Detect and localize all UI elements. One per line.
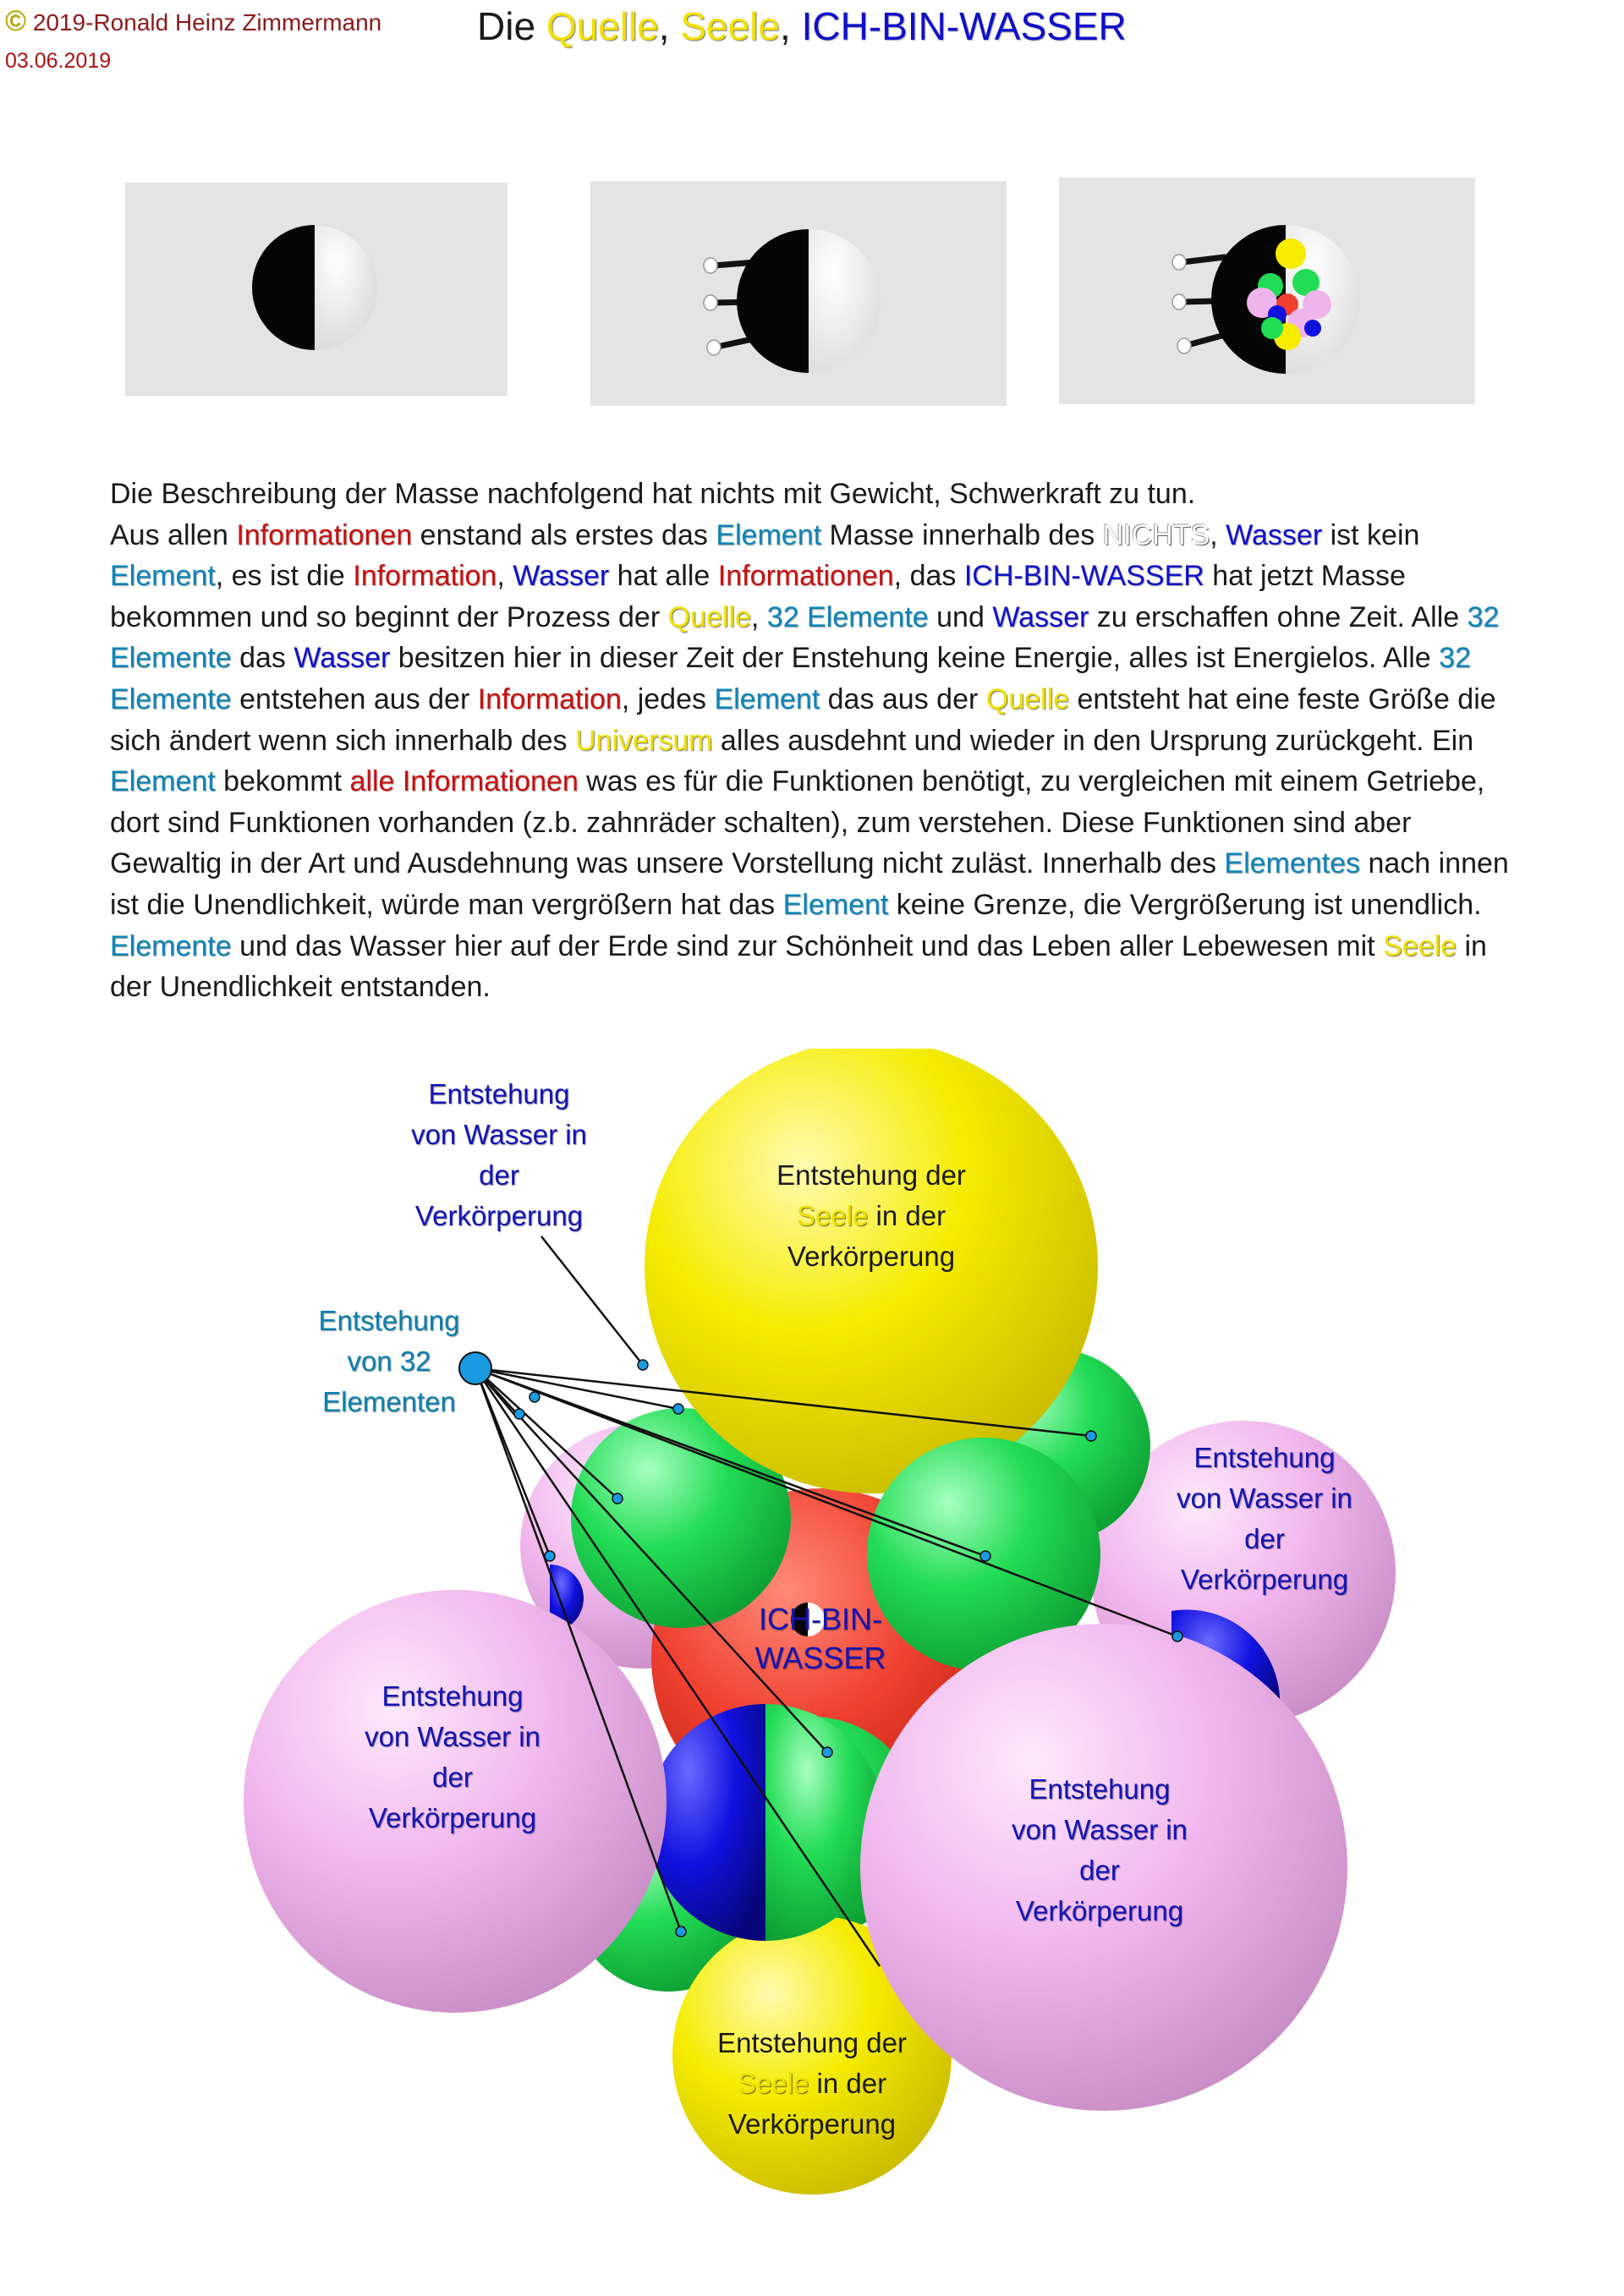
- text-segment: Information: [477, 682, 622, 715]
- pointer-line-wasser-top: [541, 1236, 643, 1365]
- text-segment: Element: [782, 888, 889, 921]
- text-segment: das: [231, 642, 294, 675]
- text-segment: Aus allen: [110, 518, 237, 551]
- copyright-symbol: ©: [5, 5, 27, 37]
- text-segment: Element: [714, 682, 820, 715]
- label-wasser-front: Entstehung von Wasser in der Verkörperung: [1012, 1773, 1188, 1926]
- text-segment: bekommt: [215, 765, 350, 798]
- text-segment: Informationen: [717, 560, 894, 593]
- text-segment: 32 Elemente: [766, 600, 929, 633]
- sphere-cluster-diagram: [0, 1049, 1624, 2296]
- text-segment: Universum: [575, 724, 713, 757]
- description-text: [110, 474, 1531, 1008]
- description-paragraph-3: [110, 926, 1531, 1008]
- text-segment: Elemente: [110, 929, 232, 962]
- text-segment: ICH-BIN-WASSER: [963, 560, 1204, 593]
- page-title: [477, 3, 1127, 49]
- label-32-elemente: Entstehung von 32 Elementen: [318, 1305, 460, 1417]
- text-segment: in der Unendlichkeit entstanden.: [110, 929, 1487, 1004]
- text-segment: keine Grenze, die Vergrößerung ist unendlich.: [888, 888, 1482, 921]
- half-sphere-illustration: [125, 183, 508, 396]
- text-segment: alle Informationen: [349, 765, 579, 798]
- title-quelle: Quelle: [546, 4, 659, 48]
- text-segment: 32 Elemente: [110, 600, 1500, 675]
- text-segment: hat alle: [609, 560, 718, 593]
- text-segment: 32 Elemente: [110, 642, 1471, 715]
- description-paragraph-2: [110, 515, 1531, 926]
- label-seele-top: Entstehung der Seele in der Verkörperung: [776, 1159, 966, 1272]
- thumbnail-sphere-3: [1059, 178, 1475, 404]
- text-segment: Element: [110, 560, 216, 593]
- label-seele-bottom: Entstehung der Seele in der Verkörperung: [717, 2027, 907, 2140]
- text-segment: NICHTS: [1102, 518, 1210, 551]
- text-segment: und: [928, 600, 993, 633]
- copyright-text: 2019-Ronald Heinz Zimmermann: [26, 9, 382, 36]
- description-paragraph-1: Die Beschreibung der Masse nachfolgend hat nichts mit Gewicht, Schwerkraft zu tun.: [110, 478, 1196, 510]
- text-segment: entsteht hat eine feste Größe die sich ändert wenn sich innerhalb des: [110, 682, 1496, 757]
- text-segment: Quelle: [667, 600, 751, 633]
- text-segment: was es für die Funktionen benötigt, zu vergleichen mit einem Getriebe, dort sind Funktionen vorhanden (z.b. zahnräder schalten), zum verstehen. Diese Funktionen sind aber Gewaltig in der Art und Ausdehnung was unsere Vorstellung nicht zuläst. Innerhalb des: [110, 765, 1485, 880]
- text-segment: enstand als erstes das: [412, 518, 716, 551]
- text-segment: Seele: [1383, 929, 1457, 962]
- document-date: 03.06.2019: [5, 49, 112, 73]
- text-segment: Informationen: [236, 518, 413, 551]
- text-segment: Elementes: [1224, 847, 1361, 880]
- label-wasser-top: Entstehung von Wasser in der Verkörperung: [411, 1078, 587, 1231]
- text-segment: ist kein: [1322, 518, 1420, 551]
- half-sphere-with-balls-illustration: [1059, 178, 1475, 404]
- title-ich-bin-wasser: ICH-BIN-WASSER: [801, 4, 1127, 48]
- text-segment: , das: [893, 560, 964, 593]
- title-sep-2: ,: [780, 4, 802, 48]
- text-segment: entstehen aus der: [231, 682, 478, 715]
- text-segment: zu erschaffen ohne Zeit. Alle: [1089, 600, 1468, 633]
- text-segment: Wasser: [992, 600, 1089, 633]
- text-segment: ,: [497, 560, 513, 593]
- text-segment: besitzen hier in dieser Zeit der Enstehung keine Energie, alles ist Energielos. Alle: [390, 642, 1440, 675]
- text-segment: ,: [750, 600, 767, 633]
- text-segment: das aus der: [820, 682, 986, 715]
- title-prefix: Die: [477, 4, 546, 48]
- text-segment: Quelle: [985, 682, 1070, 715]
- thumbnail-sphere-1: [125, 183, 508, 396]
- text-segment: Wasser: [294, 642, 391, 675]
- label-wasser-right: Entstehung von Wasser in der Verkörperung: [1177, 1442, 1352, 1595]
- pointer-dot-wasser-top: [638, 1360, 648, 1370]
- text-segment: alles ausdehnt und wieder in den Ursprung zurückgeht. Ein: [712, 724, 1474, 757]
- text-segment: , jedes: [621, 682, 715, 715]
- text-segment: Information: [353, 560, 497, 593]
- thumbnail-sphere-2: [590, 181, 1007, 406]
- text-segment: , es ist die: [215, 560, 354, 593]
- text-segment: hat jetzt Masse bekommen und so beginnt der Prozess der: [110, 560, 1406, 633]
- text-segment: nach innen ist die Unendlichkeit, würde man vergrößern hat das: [110, 847, 1509, 921]
- text-segment: Wasser: [513, 560, 610, 593]
- text-segment: und das Wasser hier auf der Erde sind zur Schönheit und das Leben aller Lebewesen mit: [231, 929, 1384, 962]
- text-segment: Wasser: [1226, 518, 1323, 551]
- title-sep-1: ,: [658, 4, 681, 48]
- copyright-notice: [5, 5, 381, 38]
- title-seele: Seele: [680, 4, 780, 48]
- text-segment: Element: [110, 765, 216, 798]
- text-segment: Element: [716, 518, 822, 551]
- text-segment: ,: [1210, 518, 1226, 551]
- text-segment: Masse innerhalb des: [821, 518, 1103, 551]
- label-wasser-left: Entstehung von Wasser in der Verkörperung: [365, 1680, 540, 1833]
- label-ich-bin-wasser: ICH-BIN- WASSER: [754, 1602, 886, 1675]
- half-sphere-with-pins-illustration: [590, 181, 1007, 406]
